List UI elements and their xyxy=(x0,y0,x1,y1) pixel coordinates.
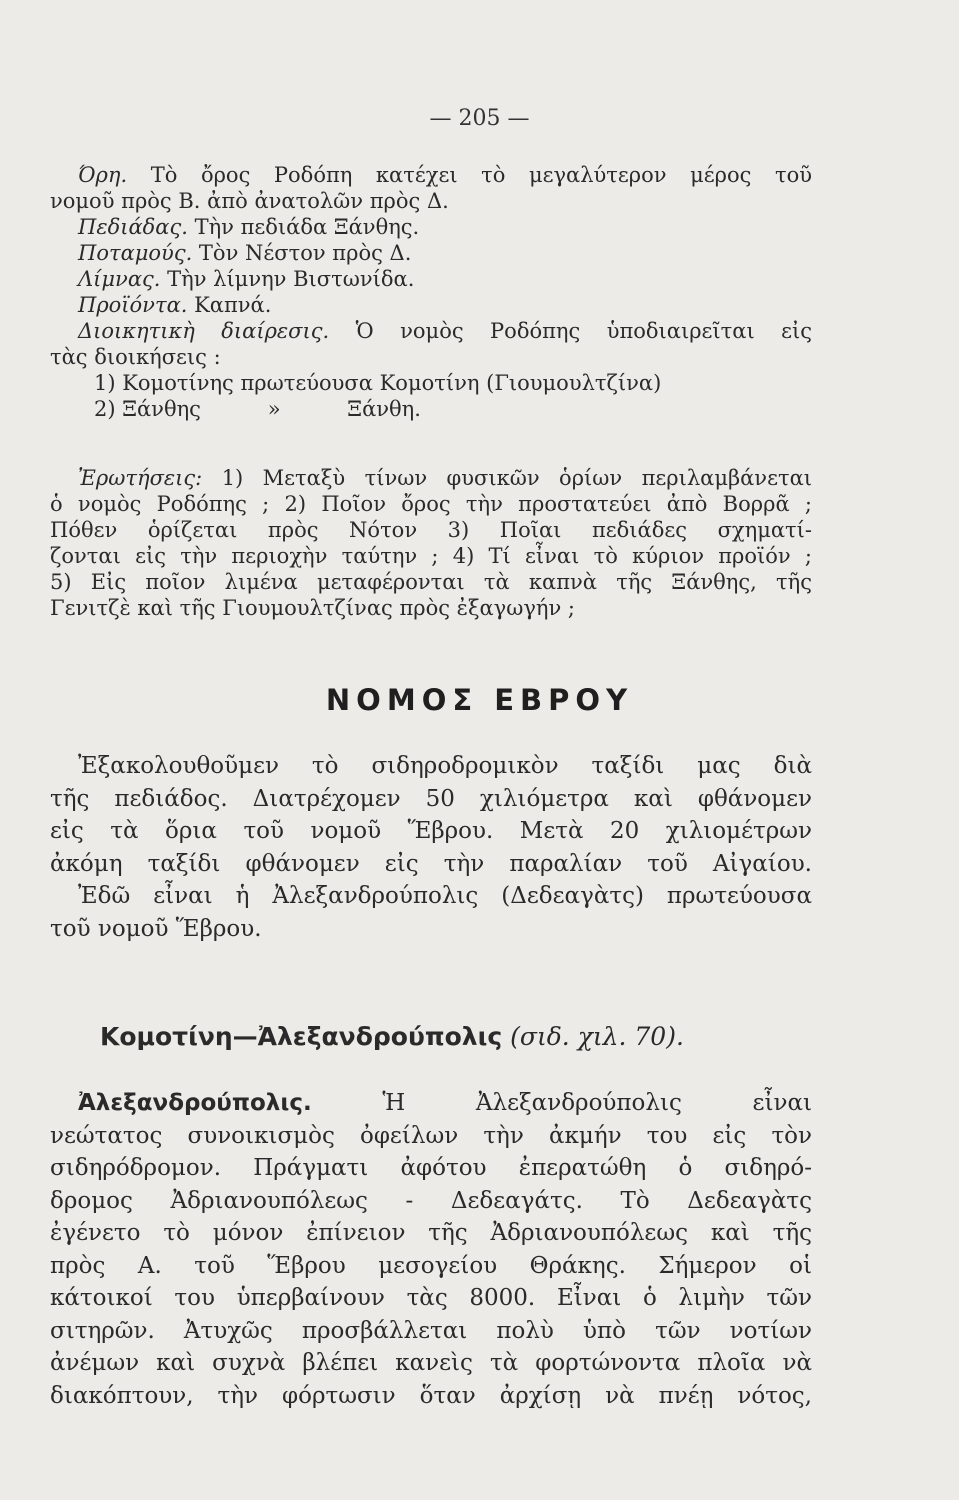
route-distance: (σιδ. χιλ. 70). xyxy=(510,1022,684,1051)
line-label: Ἐρωτήσεις: xyxy=(78,466,203,490)
text-line: τοῦ νομοῦ Ἕβρου. xyxy=(50,915,262,942)
text-line: Ἐξακολουθοῦμεν τὸ σιδηροδρομικὸν ταξίδι μας διὰ xyxy=(78,753,812,779)
text-line: Ἐδῶ εἶναι ἡ Ἀλεξανδρούπολις (Δεδεαγὰτς) πρωτεύουσα xyxy=(78,883,812,909)
line-label: Λίμνας. xyxy=(78,267,161,291)
text-line: ὁ νομὸς Ροδόπης ; 2) Ποῖον ὄρος τὴν προστατεύει ἀπὸ Βορρᾶ ; xyxy=(50,492,812,516)
text-line: Λίμνας. Τὴν λίμνην Βιστωνίδα. xyxy=(78,267,415,291)
text-line: Γενιτζὲ καὶ τῆς Γιουμουλτζίνας πρὸς ἐξαγωγήν ; xyxy=(50,596,576,620)
text-line: 2) Ξάνθης » Ξάνθη. xyxy=(94,397,421,421)
text-line: σιτηρῶν. Ἀτυχῶς προσβάλλεται πολὺ ὑπὸ τῶν νοτίων xyxy=(50,1317,812,1344)
text-line: Πεδιάδας. Τὴν πεδιάδα Ξάνθης. xyxy=(78,215,420,239)
line-label: Ποταμούς. xyxy=(78,241,193,265)
text-line: τῆς πεδιάδος. Διατρέχομεν 50 χιλιόμετρα καὶ φθάνομεν xyxy=(50,785,812,812)
text-line: διακόπτουν, τὴν φόρτωσιν ὅταν ἀρχίσῃ νὰ πνέῃ νότος, xyxy=(50,1382,812,1409)
section-alexandroupolis xyxy=(50,1087,812,1412)
line-label: Όρη. xyxy=(78,163,128,187)
line-label: Διοικητικὴ διαίρεσις. xyxy=(78,319,330,343)
section-rhodope-geography xyxy=(50,162,812,422)
text-line: 1) Κομοτίνης πρωτεύουσα Κομοτίνη (Γιουμουλτζίνα) xyxy=(94,371,662,395)
text-line: Ἀλεξανδρούπολις. Ἡ Ἀλεξανδρούπολις εἶναι xyxy=(78,1090,812,1116)
text-line: δρομος Ἀδριανουπόλεως - Δεδεαγάτς. Τὸ Δεδεαγὰτς xyxy=(50,1187,812,1214)
section-heading: ΝΟΜΟΣ ΕΒΡΟΥ xyxy=(325,683,634,717)
section-questions xyxy=(50,465,812,621)
text-line: Πόθεν ὁρίζεται πρὸς Νότον 3) Ποῖαι πεδιάδες σχηματί- xyxy=(50,518,812,542)
text-line: πρὸς Α. τοῦ Ἕβρου μεσογείου Θράκης. Σήμερον οἱ xyxy=(50,1252,812,1279)
text-line: ἀκόμη ταξίδι φθάνομεν εἰς τὴν παραλίαν τοῦ Αἰγαίου. xyxy=(50,850,812,877)
page-number: — 205 — xyxy=(429,106,530,131)
text-line: Ποταμούς. Τὸν Νέστον πρὸς Δ. xyxy=(78,241,412,265)
line-label: Πεδιάδας. xyxy=(78,215,188,239)
text-line: Προϊόντα. Καπνά. xyxy=(78,293,272,317)
text-line: σιδηρόδρομον. Πράγματι ἀφότου ἐπερατώθη ὁ σιδηρό- xyxy=(50,1155,812,1181)
text-line: ἐγένετο τὸ μόνον ἐπίνειον τῆς Ἀδριανουπόλεως καὶ τῆς xyxy=(50,1220,812,1246)
line-label: Προϊόντα. xyxy=(78,293,188,317)
text-line: εἰς τὰ ὅρια τοῦ νομοῦ Ἕβρου. Μετὰ 20 χιλιομέτρων xyxy=(50,818,812,844)
text-line: νεώτατος συνοικισμὸς ὀφείλων τὴν ἀκμήν του εἰς τὸν xyxy=(50,1122,812,1149)
route-heading xyxy=(100,1022,684,1051)
section-evros-intro xyxy=(50,750,812,945)
text-line: τὰς διοικήσεις : xyxy=(50,345,221,369)
line-label: Ἀλεξανδρούπολις. xyxy=(78,1090,312,1116)
text-line: Διοικητικὴ διαίρεσις. Ὁ νομὸς Ροδόπης ὑποδιαιρεῖται εἰς xyxy=(78,319,813,343)
text-line: Ἐρωτήσεις: 1) Μεταξὺ τίνων φυσικῶν ὁρίων περιλαμβάνεται xyxy=(78,466,812,490)
route-title: Κομοτίνη—Ἀλεξανδρούπολις xyxy=(100,1022,503,1051)
text-line: Όρη. Τὸ ὄρος Ροδόπη κατέχει τὸ μεγαλύτερον μέρος τοῦ xyxy=(78,163,812,187)
text-line: ἀνέμων καὶ συχνὰ βλέπει κανεὶς τὰ φορτώνοντα πλοῖα νὰ xyxy=(50,1350,812,1376)
text-line: νομοῦ πρὸς Β. ἀπὸ ἀνατολῶν πρὸς Δ. xyxy=(50,189,449,213)
text-line: κάτοικοί του ὑπερβαίνουν τὰς 8000. Εἶναι ὁ λιμὴν τῶν xyxy=(50,1285,812,1311)
text-line: 5) Εἰς ποῖον λιμένα μεταφέρονται τὰ καπνὰ τῆς Ξάνθης, τῆς xyxy=(50,570,812,594)
text-line: ζονται εἰς τὴν περιοχὴν ταύτην ; 4) Τί εἶναι τὸ κύριον προϊόν ; xyxy=(50,544,812,568)
